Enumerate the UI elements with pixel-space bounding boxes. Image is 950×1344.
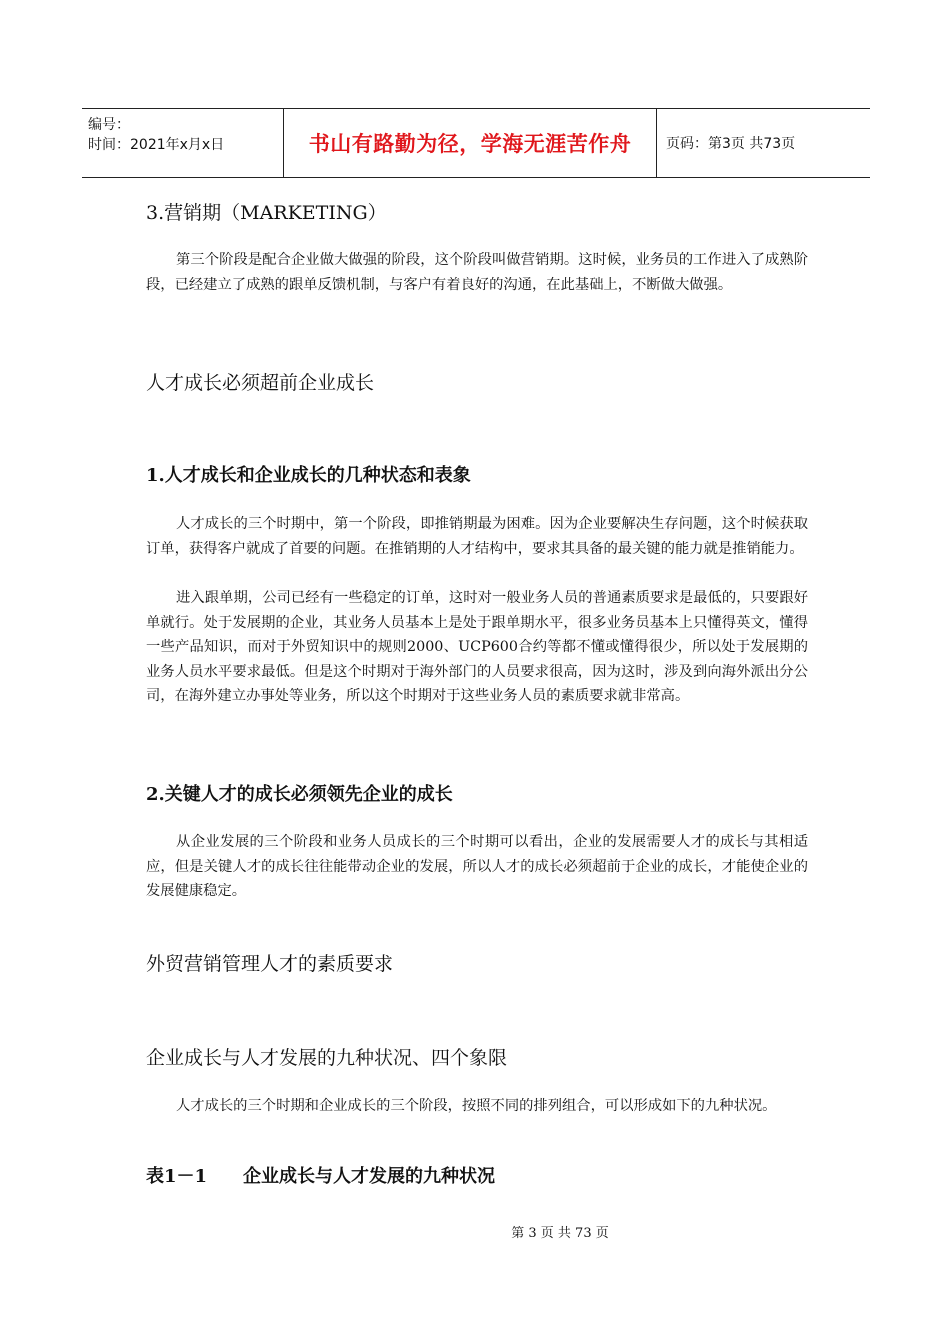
header-table <box>82 108 870 178</box>
page-info: 页码：第3页 共73页 <box>666 136 796 152</box>
sub1-title: 1.人才成长和企业成长的几种状态和表象 <box>146 465 471 486</box>
sub2-paragraph: 从企业发展的三个阶段和业务人员成长的三个时期可以看出，企业的发展需要人才的成长与其相适应，但是关键人才的成长往往能带动企业的发展，所以人才的成长必须超前于企业的成长，才能使企业的发展健康稳定。 <box>146 834 808 899</box>
quality-heading: 外贸营销管理人才的素质要求 <box>146 953 394 975</box>
marketing-title: 3.营销期（MARKETING） <box>146 202 387 224</box>
header-meta <box>88 115 278 155</box>
motto: 书山有路勤为径，学海无涯苦作舟 <box>308 132 632 156</box>
sub1-paragraph-2: 进入跟单期，公司已经有一些稳定的订单，这时对一般业务人员的普通素质要求是最低的，只要跟好单就行。处于发展期的企业，其业务人员基本上是处于跟单期水平，很多业务员基本上只懂得英文，懂得一些产品知识，而对于外贸知识中的规则2000、UCP600合约等都不懂或懂得很少，所以处于发展期的业务人员水平要求最低。但是这个时期对于海外部门的人员要求很高，因为这时，涉及到向海外派出分公司，在海外建立办事处等业务，所以这个时期对于这些业务人员的素质要求就非常高。 <box>146 590 808 704</box>
sub2-title: 2.关键人才的成长必须领先企业的成长 <box>146 784 453 805</box>
number-label: 编号： <box>88 117 130 133</box>
nine-heading: 企业成长与人才发展的九种状况、四个象限 <box>146 1047 508 1069</box>
page-footer: 第 3 页 共 73 页 <box>511 1226 609 1241</box>
talent-heading: 人才成长必须超前企业成长 <box>146 372 375 394</box>
header-motto-cell <box>283 109 657 177</box>
marketing-paragraph: 第三个阶段是配合企业做大做强的阶段，这个阶段叫做营销期。这时候，业务员的工作进入了成熟阶段，已经建立了成熟的跟单反馈机制，与客户有着良好的沟通，在此基础上，不断做大做强。 <box>146 252 808 293</box>
nine-paragraph: 人才成长的三个时期和企业成长的三个阶段，按照不同的排列组合，可以形成如下的九种状况。 <box>176 1098 777 1114</box>
sub1-paragraph-1: 人才成长的三个时期中，第一个阶段，即推销期最为困难。因为企业要解决生存问题，这个时候获取订单，获得客户就成了首要的问题。在推销期的人才结构中，要求其具备的最关键的能力就是推销能力。 <box>146 516 808 557</box>
time-label: 时间：2021年x月x日 <box>88 137 225 153</box>
table-caption: 表1－1 企业成长与人才发展的九种状况 <box>146 1166 496 1187</box>
